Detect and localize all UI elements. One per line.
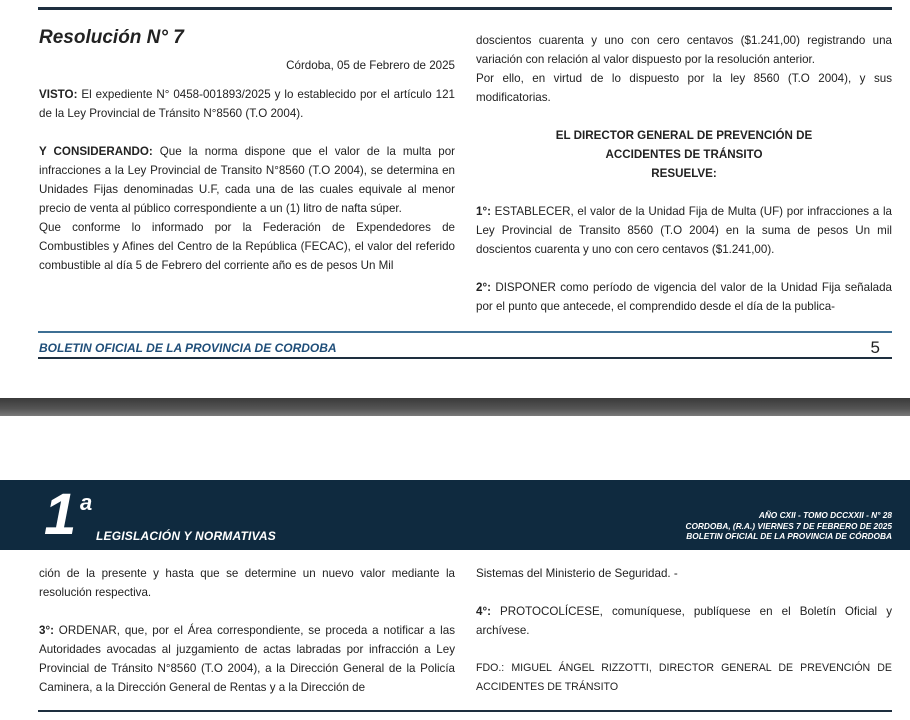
right-column	[476, 31, 892, 316]
issue-meta-line-3: BOLETIN OFICIAL DE LA PROVINCIA DE CÓRDOBA	[686, 531, 892, 541]
article-3-label: 3°:	[39, 624, 54, 637]
visto-label: VISTO:	[39, 88, 78, 101]
right-column-p2	[476, 564, 892, 697]
continuation-right: Sistemas del Ministerio de Seguridad. -	[476, 567, 678, 580]
considerando-text: Que la norma dispone que el valor de la multa por infracciones a la Ley Provincial de Transito N°8560 (T.O 2004), se determina en Unidades Fijas denominadas U.F, cada una de las cuales equivale al menor precio de venta al público correspondiente a un (1) litro de nafta súper.	[39, 145, 455, 215]
article-4-text: PROTOCOLÍCESE, comuníquese, publíquese en el Boletín Oficial y archívese.	[476, 605, 892, 637]
considerando-label: Y CONSIDERANDO:	[39, 145, 153, 158]
article-2-label: 2°:	[476, 281, 491, 294]
continuation-text: doscientos cuarenta y uno con cero centavos ($1.241,00) registrando una variación con relación al valor dispuesto por la resolución anterior.	[476, 34, 892, 66]
page-number: 5	[870, 338, 880, 357]
left-column	[39, 26, 455, 275]
article-4-label: 4°:	[476, 605, 491, 618]
section-number: 1	[44, 482, 77, 547]
issue-meta	[685, 510, 892, 542]
section-title: LEGISLACIÓN Y NORMATIVAS	[96, 529, 276, 543]
article-1-text: ESTABLECER, el valor de la Unidad Fija de Multa (UF) por infracciones a la Ley Provincial de Transito 8560 (T.O 2004) en la suma de pesos Un mil doscientos cuarenta y uno con cero centavos ($1.241,00).	[476, 205, 892, 256]
director-heading-1: EL DIRECTOR GENERAL DE PREVENCIÓN DE	[555, 129, 813, 142]
document-page-2	[0, 480, 910, 720]
issue-meta-line-2: CORDOBA, (R.A.) VIERNES 7 DE FEBRERO DE 2025	[685, 520, 892, 531]
considerando-paragraph	[39, 142, 455, 218]
resolution-date: Córdoba, 05 de Febrero de 2025	[286, 59, 455, 72]
bottom-rule	[38, 710, 892, 712]
resuelve-heading: RESUELVE:	[651, 167, 717, 180]
section-number-sup: a	[80, 490, 93, 515]
left-column-p2	[39, 564, 455, 697]
visto-text: El expediente N° 0458-001893/2025 y lo establecido por el artículo 121 de la Ley Provincial de Tránsito N°8560 (T.O 2004).	[39, 88, 455, 120]
article-1-label: 1°:	[476, 205, 491, 218]
director-heading-2: ACCIDENTES DE TRÁNSITO	[605, 148, 763, 161]
article-1	[476, 202, 892, 259]
signature: FDO.: MIGUEL ÁNGEL RIZZOTTI, DIRECTOR GENERAL DE PREVENCIÓN DE ACCIDENTES DE TRÁNSITO	[476, 662, 892, 693]
top-rule	[38, 7, 892, 10]
article-2	[476, 278, 892, 316]
footer-rule-bottom	[38, 357, 892, 359]
resolution-title: Resolución N° 7	[39, 27, 184, 48]
article-3	[39, 621, 455, 697]
conforme-paragraph: Que conforme lo informado por la Federación de Expendedores de Combustibles y Afines del Centro de la República (FECAC), el valor del referido combustible al día 5 de Febrero del corriente año es de pesos Un Mil	[39, 221, 455, 272]
page-separator	[0, 388, 910, 480]
page-shadow-band	[0, 398, 910, 416]
visto-paragraph	[39, 85, 455, 123]
footer-publication: BOLETIN OFICIAL DE LA PROVINCIA DE CORDOBA	[39, 341, 337, 355]
article-4	[476, 602, 892, 640]
page-header	[0, 480, 910, 550]
continuation-left: ción de la presente y hasta que se determine un nuevo valor mediante la resolución respectiva.	[39, 567, 455, 599]
article-3-text: ORDENAR, que, por el Área correspondiente, se proceda a notificar a las Autoridades avocadas al juzgamiento de actas labradas por infracción a Ley Provincial de Tránsito N°8560 (T.O 2004), a la Dirección General de la Policía Caminera, a la Dirección General de Rentas y a la Dirección de	[39, 624, 455, 694]
issue-meta-line-1: AÑO CXII - TOMO DCCXXII - N° 28	[758, 510, 892, 520]
article-2-text: DISPONER como período de vigencia del valor de la Unidad Fija señalada por el punto que antecede, el comprendido desde el día de la publica-	[476, 281, 892, 313]
footer-rule-top	[38, 331, 892, 333]
por-ello-paragraph: Por ello, en virtud de lo dispuesto por la ley 8560 (T.O 2004), y sus modificatorias.	[476, 72, 892, 104]
